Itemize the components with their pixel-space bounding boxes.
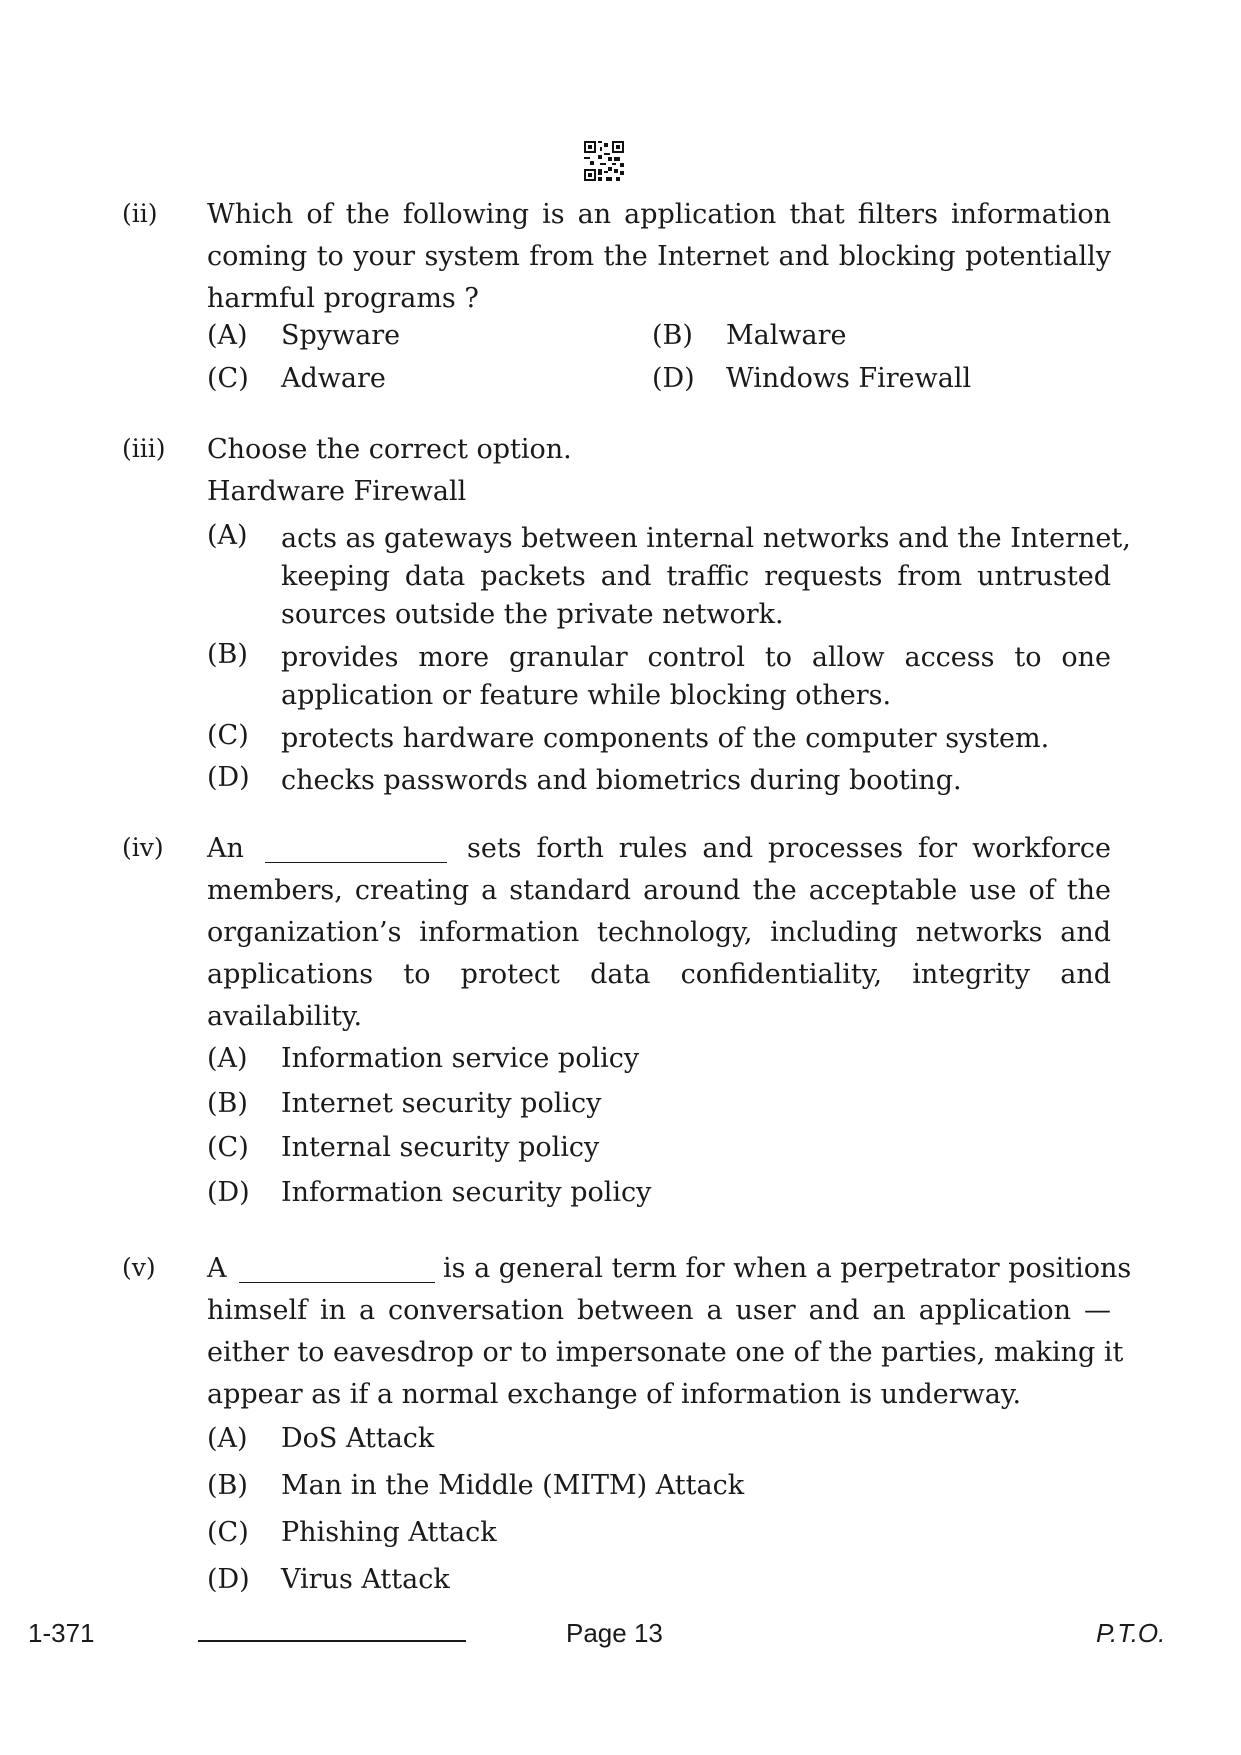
question-line: coming to your system from the Internet and blocking potentially	[207, 241, 1111, 272]
option-label: (B)	[652, 320, 693, 351]
question-line: Which of the following is an application that filters information	[207, 199, 1111, 230]
option-label: (B)	[207, 1088, 248, 1119]
question-line: members, creating a standard around the acceptable use of the	[207, 875, 1111, 906]
question-line: is a general term for when a perpetrator positions	[443, 1253, 1132, 1284]
question-line: sets forth rules and processes for workforce	[467, 833, 1111, 864]
option-text: Information security policy	[281, 1177, 652, 1208]
option-text: Adware	[281, 363, 386, 394]
option-line: sources outside the private network.	[281, 599, 784, 630]
option-line: application or feature while blocking others.	[281, 680, 892, 711]
question-text	[207, 1248, 1132, 1416]
option-text: Phishing Attack	[281, 1517, 497, 1548]
question-line: Hardware Firewall	[207, 476, 467, 507]
question-line: appear as if a normal exchange of information is underway.	[207, 1379, 1022, 1410]
option-text: Virus Attack	[281, 1564, 450, 1595]
question-first-word: A	[207, 1253, 227, 1284]
option-label: (D)	[207, 1177, 250, 1208]
option-line: acts as gateways between internal networks and the Internet,	[281, 523, 1131, 554]
option-line: protects hardware components of the computer system.	[281, 723, 1050, 754]
option-text: Internet security policy	[281, 1088, 602, 1119]
option-text: Windows Firewall	[726, 363, 972, 394]
pto-label: P.T.O.	[1096, 1618, 1166, 1648]
option-line: provides more granular control to allow access to one	[281, 642, 1111, 673]
question-number: (ii)	[122, 199, 158, 228]
question-line: himself in a conversation between a user and an application —	[207, 1295, 1111, 1326]
option-label: (A)	[207, 1043, 248, 1074]
option-line: checks passwords and biometrics during booting.	[281, 765, 962, 796]
question-number: (v)	[122, 1253, 156, 1282]
fill-in-blank	[239, 1256, 435, 1283]
footer-rule	[198, 1640, 466, 1642]
option-text: Spyware	[281, 320, 401, 351]
question-first-word: An	[207, 833, 244, 864]
option-label: (B)	[207, 1470, 248, 1501]
paper-code: 1-371	[28, 1618, 95, 1648]
option-label: (C)	[207, 1517, 249, 1548]
option-line: keeping data packets and traffic requests from untrusted	[281, 561, 1111, 592]
option-label: (B)	[207, 639, 248, 670]
option-label: (A)	[207, 320, 248, 351]
page-number: Page 13	[566, 1618, 663, 1648]
question-number: (iv)	[122, 833, 164, 862]
option-label: (A)	[207, 1423, 248, 1454]
option-label: (C)	[207, 1132, 249, 1163]
question-line: organization’s information technology, including networks and	[207, 917, 1111, 948]
question-line: either to eavesdrop or to impersonate one of the parties, making it	[207, 1337, 1124, 1368]
option-text: DoS Attack	[281, 1423, 435, 1454]
option-label: (D)	[652, 363, 695, 394]
question-text	[207, 429, 1111, 513]
question-text	[207, 194, 1111, 320]
option-label: (C)	[207, 720, 249, 751]
option-label: (D)	[207, 762, 250, 793]
option-text: Malware	[726, 320, 847, 351]
question-line: applications to protect data confidentiality, integrity and	[207, 959, 1111, 990]
qr-code	[584, 141, 624, 181]
question-line: Choose the correct option.	[207, 434, 572, 465]
fill-in-blank	[265, 836, 447, 863]
option-label: (C)	[207, 363, 249, 394]
option-label: (A)	[207, 520, 248, 551]
option-label: (D)	[207, 1564, 250, 1595]
option-text: Information service policy	[281, 1043, 640, 1074]
option-text: Man in the Middle (MITM) Attack	[281, 1470, 745, 1501]
question-line: availability.	[207, 1001, 363, 1032]
question-number: (iii)	[122, 434, 166, 463]
question-text	[207, 828, 1111, 1038]
question-line: harmful programs ?	[207, 283, 479, 314]
option-text: Internal security policy	[281, 1132, 600, 1163]
